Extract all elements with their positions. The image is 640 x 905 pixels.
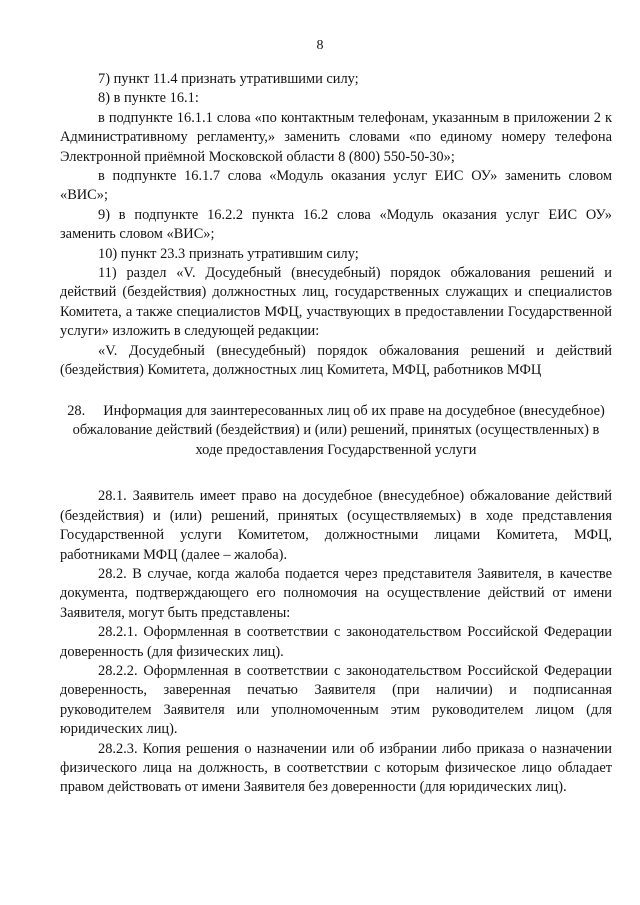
paragraph-item-11: 11) раздел «V. Досудебный (внесудебный) порядок обжалования решений и действий (бездействия) должностных лиц, государственных служащих и специалистов Комитета, а также специалистов МФЦ, участвующих в предоставлении Государственной услуги» изложить в следующей редакции:	[60, 265, 612, 340]
document-body	[60, 70, 612, 798]
spacer	[60, 460, 612, 487]
page-number: 8	[316, 38, 324, 53]
section-heading-28	[60, 402, 612, 461]
section-number: 28.	[67, 402, 86, 419]
paragraph-subpoint-16-1-7: в подпункте 16.1.7 слова «Модуль оказания услуг ЕИС ОУ» заменить словом «ВИС»;	[60, 168, 612, 204]
section-title: Информация для заинтересованных лиц об их праве на досудебное (внесудебное) обжалование действий (бездействия) и (или) решений, принятых (осуществленных) в ходе предоставления Государственной услуги	[72, 402, 605, 458]
paragraph-item-9: 9) в подпункте 16.2.2 пункта 16.2 слова «Модуль оказания услуг ЕИС ОУ» заменить словом «ВИС»;	[60, 206, 612, 243]
paragraph-section-v-title: «V. Досудебный (внесудебный) порядок обжалования решений и действий (бездействия) Комитета, должностных лиц Комитета, МФЦ, работников МФЦ	[60, 342, 612, 379]
paragraph-28-2: 28.2. В случае, когда жалоба подается через представителя Заявителя, в качестве документа, подтверждающего его полномочия на осуществление действий от имени Заявителя, могут быть представлены:	[60, 565, 612, 621]
paragraph-28-2-1: 28.2.1. Оформленная в соответствии с законодательством Российской Федерации доверенность (для физических лиц).	[60, 624, 612, 660]
paragraph-28-2-3: 28.2.3. Копия решения о назначении или об избрании либо приказа о назначении физического лица на должность, в соответствии с которым физическое лицо обладает правом действовать от имени Заявителя без доверенности (для юридических лиц).	[60, 740, 612, 796]
paragraph-28-2-2: 28.2.2. Оформленная в соответствии с законодательством Российской Федерации доверенность, заверенная печатью Заявителя (при наличии) и подписанная руководителем Заявителя или уполномоченным этим руководителем лицом (для юридических лиц).	[60, 662, 612, 738]
paragraph-item-8: 8) в пункте 16.1:	[98, 90, 199, 107]
paragraph-item-7: 7) пункт 11.4 признать утратившими силу;	[98, 71, 359, 87]
paragraph-subpoint-16-1-1: в подпункте 16.1.1 слова «по контактным телефонам, указанным в приложении 2 к Административному регламенту,» заменить словами «по единому номеру телефона Электронной приёмной Московской области 8 (800) 550-50-30»;	[60, 109, 612, 165]
paragraph-28-1: 28.1. Заявитель имеет право на досудебное (внесудебное) обжалование действий (бездействия) и (или) решений, принятых (осуществляемых) в ходе представления Государственной услуги Комитетом, должностными лицами Комитета, МФЦ, работниками МФЦ (далее – жалоба).	[60, 488, 612, 563]
paragraph-item-10: 10) пункт 23.3 признать утратившим силу;	[98, 245, 359, 262]
